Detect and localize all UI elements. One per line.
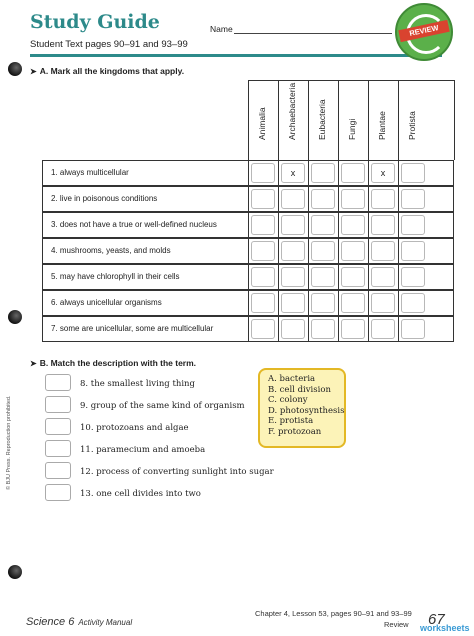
answer-input[interactable] [45,484,71,501]
checkbox-cell[interactable] [311,163,335,183]
footer-review: Review [384,620,409,629]
review-ribbon: REVIEW [398,20,449,42]
checkbox-cell[interactable] [251,163,275,183]
table-row [42,316,454,342]
column-protista: Protista [398,80,429,160]
name-label: Name [210,24,233,34]
watermark-logo: worksheets [420,623,470,633]
checkbox-cell[interactable] [401,189,425,209]
term-option: F. protozoan [268,426,322,437]
binder-hole [8,310,22,324]
checkbox-cell[interactable] [281,319,305,339]
page-number: 67 [428,611,445,628]
match-item: 12. process of converting sunlight into sugar [80,467,274,477]
answer-input[interactable] [45,396,71,413]
match-item: 13. one cell divides into two [80,489,201,499]
checkbox-cell[interactable] [251,215,275,235]
section-b-heading: ➤ B. Match the description with the term. [30,358,197,368]
checkbox-cell[interactable] [371,267,395,287]
checkbox-cell[interactable] [371,189,395,209]
table-row [42,290,454,316]
match-item: 8. the smallest living thing [80,379,195,389]
checkbox-cell[interactable] [371,319,395,339]
checkbox-cell[interactable] [251,293,275,313]
checkbox-cell[interactable] [311,215,335,235]
arrow-bullet-icon: ➤ [30,67,37,76]
table-row [42,186,454,212]
checkbox-cell[interactable] [251,267,275,287]
answer-input[interactable] [45,440,71,457]
column-fungi: Fungi [338,80,369,160]
column-plantae: Plantae [368,80,399,160]
checkbox-cell[interactable] [281,267,305,287]
checkbox-cell[interactable] [251,241,275,261]
checkbox-cell[interactable] [401,241,425,261]
checkbox-cell[interactable] [401,267,425,287]
table-row [42,264,454,290]
checkbox-cell[interactable] [311,319,335,339]
row-label: 5. may have chlorophyll in their cells [51,272,180,281]
checkbox-cell[interactable] [371,241,395,261]
row-label: 1. always multicellular [51,168,129,177]
checkbox-cell[interactable] [311,241,335,261]
row-label: 3. does not have a true or well-defined nucleus [51,220,217,229]
checkbox-cell[interactable] [281,215,305,235]
term-option: B. cell division [268,384,331,395]
table-row [42,212,454,238]
row-label: 4. mushrooms, yeasts, and molds [51,246,171,255]
row-label: 6. always unicellular organisms [51,298,162,307]
name-field[interactable] [234,33,392,34]
table-row [42,238,454,264]
answer-input[interactable] [45,462,71,479]
row-label: 7. some are unicellular, some are multicellular [51,324,214,333]
checkbox-cell[interactable] [311,267,335,287]
answer-input[interactable] [45,374,71,391]
checkbox-cell[interactable] [371,215,395,235]
checkbox-cell[interactable] [341,319,365,339]
checkbox-cell[interactable] [401,215,425,235]
answer-input[interactable] [45,418,71,435]
copyright-notice: © BJU Press. Reproduction prohibited. [6,395,12,490]
checkbox-cell[interactable] [341,293,365,313]
row-label: 2. live in poisonous conditions [51,194,158,203]
term-bank [258,368,346,448]
match-item: 9. group of the same kind of organism [80,401,245,411]
binder-hole [8,565,22,579]
section-a-heading: ➤ A. Mark all the kingdoms that apply. [30,66,185,76]
footer-chapter: Chapter 4, Lesson 53, pages 90–91 and 93–99 [255,609,412,618]
checkbox-cell[interactable] [401,293,425,313]
match-item: 11. paramecium and amoeba [80,445,206,455]
term-option: C. colony [268,395,308,405]
checkbox-cell[interactable] [251,189,275,209]
checkbox-cell[interactable] [341,215,365,235]
column-archaebacteria: Archaebacteria [278,80,309,160]
checkbox-cell[interactable] [281,293,305,313]
checkbox-cell[interactable]: x [371,163,395,183]
checkbox-cell[interactable] [371,293,395,313]
table-row [42,160,454,186]
checkbox-cell[interactable] [341,163,365,183]
term-option: D. photosynthesis [268,405,345,416]
checkbox-cell[interactable] [251,319,275,339]
checkbox-cell[interactable] [311,293,335,313]
page-subtitle: Student Text pages 90–91 and 93–99 [30,39,188,50]
binder-hole [8,62,22,76]
checkbox-cell[interactable] [341,241,365,261]
arrow-bullet-icon: ➤ [30,359,37,368]
checkbox-cell[interactable] [311,189,335,209]
checkbox-cell[interactable]: x [281,163,305,183]
checkbox-cell[interactable] [341,267,365,287]
checkbox-cell[interactable] [281,241,305,261]
term-option: E. protista [268,416,314,426]
term-option: A. bacteria [268,374,316,384]
footer-book: Science 6 Activity Manual [26,616,133,628]
checkbox-cell[interactable] [341,189,365,209]
header-divider [30,54,442,57]
table-header-right [454,80,455,160]
column-eubacteria: Eubacteria [308,80,339,160]
review-badge [395,3,453,61]
column-animalia: Animalia [248,80,279,160]
page-title: Study Guide [30,11,160,33]
match-item: 10. protozoans and algae [80,423,189,433]
checkbox-cell[interactable] [401,163,425,183]
checkbox-cell[interactable] [281,189,305,209]
checkbox-cell[interactable] [401,319,425,339]
